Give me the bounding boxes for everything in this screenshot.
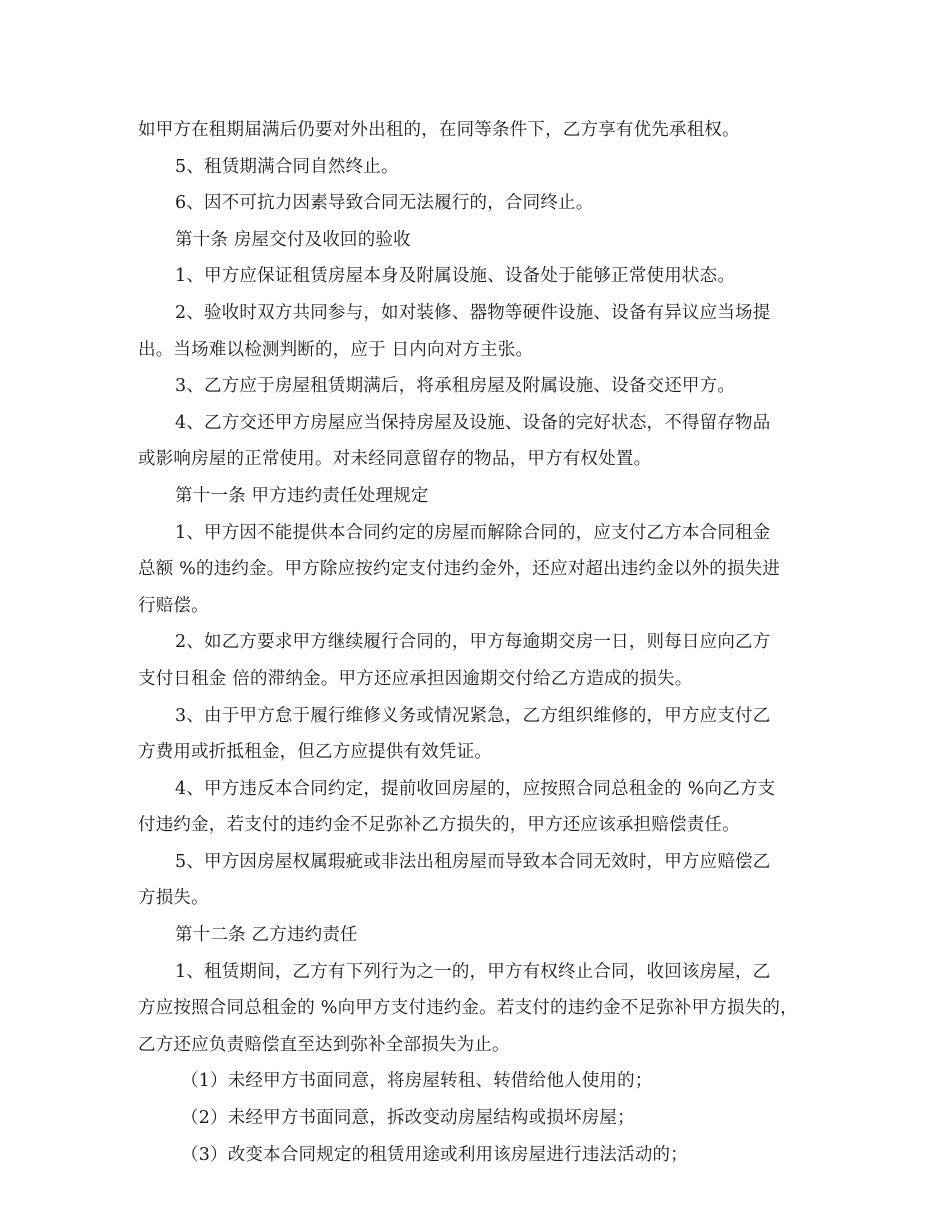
text-line: （2）未经甲方书面同意，拆改变动房屋结构或损坏房屋；: [181, 1108, 635, 1129]
text-line: 3、乙方应于房屋租赁期满后，将承租房屋及附属设施、设备交还甲方。: [175, 376, 736, 397]
text-line: 第十条 房屋交付及收回的验收: [175, 229, 411, 250]
text-line: 乙方还应负责赔偿直至达到弥补全部损失为止。: [138, 1034, 510, 1055]
text-line: 4、甲方违反本合同约定，提前收回房屋的，应按照合同总租金的 %向乙方支: [175, 778, 776, 799]
text-line: 5、租赁期满合同自然终止。: [175, 156, 399, 177]
text-line: 付违约金，若支付的违约金不足弥补乙方损失的，甲方还应该承担赔偿责任。: [138, 815, 740, 836]
text-line: 出。当场难以检测判断的，应于 日内向对方主张。: [138, 339, 534, 360]
text-line: （3）改变本合同规定的租赁用途或利用该房屋进行违法活动的；: [181, 1144, 688, 1165]
text-line: 2、如乙方要求甲方继续履行合同的，甲方每逾期交房一日，则每日应向乙方: [175, 632, 771, 653]
text-line: （1）未经甲方书面同意，将房屋转租、转借给他人使用的；: [181, 1071, 653, 1092]
text-line: 方费用或折抵租金，但乙方应提供有效凭证。: [138, 742, 492, 763]
text-line: 如甲方在租期届满后仍要对外出租的，在同等条件下，乙方享有优先承租权。: [138, 120, 740, 140]
text-line: 6、因不可抗力因素导致合同无法履行的，合同终止。: [175, 193, 594, 214]
text-line: 3、由于甲方怠于履行维修义务或情况紧急，乙方组织维修的，甲方应支付乙: [175, 705, 771, 726]
text-line: 1、甲方应保证租赁房屋本身及附属设施、设备处于能够正常使用状态。: [175, 266, 736, 287]
text-line: 第十二条 乙方违约责任: [175, 925, 358, 946]
text-line: 行赔偿。: [138, 595, 209, 616]
text-line: 方损失。: [138, 888, 209, 909]
text-line: 方应按照合同总租金的 %向甲方支付违约金。若支付的违约金不足弥补甲方损失的，: [138, 998, 798, 1019]
text-line: 4、乙方交还甲方房屋应当保持房屋及设施、设备的完好状态，不得留存物品: [175, 412, 771, 433]
text-line: 支付日租金 倍的滞纳金。甲方还应承担因逾期交付给乙方造成的损失。: [138, 668, 693, 689]
text-line: 2、验收时双方共同参与，如对装修、器物等硬件设施、设备有异议应当场提: [175, 302, 771, 323]
document-page: [138, 112, 818, 1173]
text-line: 1、甲方因不能提供本合同约定的房屋而解除合同的，应支付乙方本合同租金: [175, 522, 771, 543]
text-line: 1、租赁期间，乙方有下列行为之一的，甲方有权终止合同，收回该房屋，乙: [175, 961, 771, 982]
text-line: 或影响房屋的正常使用。对未经同意留存的物品，甲方有权处置。: [138, 449, 652, 470]
text-line: 总额 %的违约金。甲方除应按约定支付违约金外，还应对超出违约金以外的损失进: [138, 559, 781, 580]
text-line: 第十一条 甲方违约责任处理规定: [175, 485, 429, 506]
text-line: 5、甲方因房屋权属瑕疵或非法出租房屋而导致本合同无效时，甲方应赔偿乙: [175, 851, 771, 872]
